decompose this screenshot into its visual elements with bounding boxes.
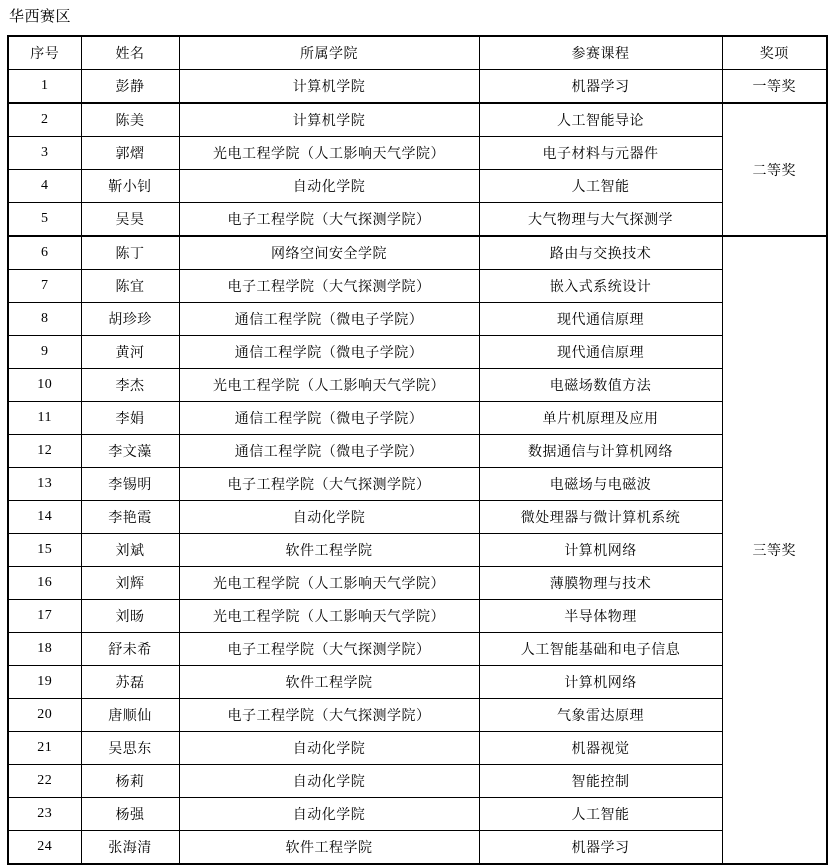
college: 通信工程学院（微电子学院） — [179, 336, 479, 369]
row-number: 18 — [8, 633, 81, 666]
table-row — [8, 137, 827, 170]
college: 自动化学院 — [179, 798, 479, 831]
row-number: 11 — [8, 402, 81, 435]
student-name: 刘旸 — [81, 600, 179, 633]
results-table — [7, 35, 828, 865]
course: 计算机网络 — [479, 534, 722, 567]
student-name: 李锡明 — [81, 468, 179, 501]
course: 电子材料与元器件 — [479, 137, 722, 170]
college: 软件工程学院 — [179, 831, 479, 865]
header-award: 奖项 — [722, 36, 827, 70]
header-name: 姓名 — [81, 36, 179, 70]
college: 电子工程学院（大气探测学院） — [179, 468, 479, 501]
student-name: 陈宜 — [81, 270, 179, 303]
course: 嵌入式系统设计 — [479, 270, 722, 303]
header-number: 序号 — [8, 36, 81, 70]
row-number: 2 — [8, 103, 81, 137]
student-name: 陈美 — [81, 103, 179, 137]
row-number: 10 — [8, 369, 81, 402]
course: 数据通信与计算机网络 — [479, 435, 722, 468]
row-number: 23 — [8, 798, 81, 831]
student-name: 苏磊 — [81, 666, 179, 699]
course: 人工智能 — [479, 170, 722, 203]
table-row — [8, 831, 827, 865]
college: 自动化学院 — [179, 765, 479, 798]
course: 大气物理与大气探测学 — [479, 203, 722, 237]
college: 光电工程学院（人工影响天气学院） — [179, 369, 479, 402]
row-number: 22 — [8, 765, 81, 798]
college: 自动化学院 — [179, 732, 479, 765]
course: 薄膜物理与技术 — [479, 567, 722, 600]
student-name: 吴昊 — [81, 203, 179, 237]
award-cell: 三等奖 — [722, 236, 827, 864]
table-row — [8, 501, 827, 534]
college: 光电工程学院（人工影响天气学院） — [179, 137, 479, 170]
row-number: 3 — [8, 137, 81, 170]
college: 通信工程学院（微电子学院） — [179, 303, 479, 336]
table-row — [8, 303, 827, 336]
header-college: 所属学院 — [179, 36, 479, 70]
course: 半导体物理 — [479, 600, 722, 633]
table-row — [8, 633, 827, 666]
row-number: 17 — [8, 600, 81, 633]
table-row — [8, 666, 827, 699]
course: 人工智能 — [479, 798, 722, 831]
course: 路由与交换技术 — [479, 236, 722, 270]
row-number: 7 — [8, 270, 81, 303]
course: 电磁场数值方法 — [479, 369, 722, 402]
table-row — [8, 600, 827, 633]
table-row — [8, 70, 827, 104]
student-name: 胡珍珍 — [81, 303, 179, 336]
student-name: 郭熠 — [81, 137, 179, 170]
student-name: 杨莉 — [81, 765, 179, 798]
table-row — [8, 236, 827, 270]
table-row — [8, 103, 827, 137]
table-row — [8, 369, 827, 402]
college: 电子工程学院（大气探测学院） — [179, 633, 479, 666]
row-number: 8 — [8, 303, 81, 336]
college: 计算机学院 — [179, 103, 479, 137]
college: 通信工程学院（微电子学院） — [179, 435, 479, 468]
college: 网络空间安全学院 — [179, 236, 479, 270]
course: 人工智能基础和电子信息 — [479, 633, 722, 666]
row-number: 9 — [8, 336, 81, 369]
table-row — [8, 534, 827, 567]
college: 自动化学院 — [179, 501, 479, 534]
student-name: 黄河 — [81, 336, 179, 369]
course: 现代通信原理 — [479, 303, 722, 336]
row-number: 4 — [8, 170, 81, 203]
table-row — [8, 798, 827, 831]
college: 电子工程学院（大气探测学院） — [179, 699, 479, 732]
student-name: 刘辉 — [81, 567, 179, 600]
table-row — [8, 336, 827, 369]
page-title: 华西赛区 — [9, 9, 72, 25]
row-number: 24 — [8, 831, 81, 865]
college: 通信工程学院（微电子学院） — [179, 402, 479, 435]
student-name: 刘斌 — [81, 534, 179, 567]
course: 机器视觉 — [479, 732, 722, 765]
row-number: 6 — [8, 236, 81, 270]
student-name: 靳小钊 — [81, 170, 179, 203]
student-name: 吴思东 — [81, 732, 179, 765]
header-row — [8, 36, 827, 70]
student-name: 李文藻 — [81, 435, 179, 468]
table-row — [8, 699, 827, 732]
student-name: 舒未希 — [81, 633, 179, 666]
student-name: 陈丁 — [81, 236, 179, 270]
table-row — [8, 435, 827, 468]
course: 微处理器与微计算机系统 — [479, 501, 722, 534]
college: 自动化学院 — [179, 170, 479, 203]
college: 软件工程学院 — [179, 534, 479, 567]
table-row — [8, 402, 827, 435]
table-row — [8, 170, 827, 203]
college: 软件工程学院 — [179, 666, 479, 699]
student-name: 李娟 — [81, 402, 179, 435]
row-number: 19 — [8, 666, 81, 699]
table-row — [8, 270, 827, 303]
course: 机器学习 — [479, 831, 722, 865]
course: 智能控制 — [479, 765, 722, 798]
student-name: 杨强 — [81, 798, 179, 831]
course: 机器学习 — [479, 70, 722, 104]
row-number: 12 — [8, 435, 81, 468]
row-number: 14 — [8, 501, 81, 534]
row-number: 16 — [8, 567, 81, 600]
table-row — [8, 732, 827, 765]
course: 单片机原理及应用 — [479, 402, 722, 435]
course: 气象雷达原理 — [479, 699, 722, 732]
college: 电子工程学院（大气探测学院） — [179, 270, 479, 303]
table-body — [8, 70, 827, 865]
header-course: 参赛课程 — [479, 36, 722, 70]
course: 电磁场与电磁波 — [479, 468, 722, 501]
college: 光电工程学院（人工影响天气学院） — [179, 600, 479, 633]
course: 计算机网络 — [479, 666, 722, 699]
row-number: 15 — [8, 534, 81, 567]
award-cell: 一等奖 — [722, 70, 827, 104]
table-row — [8, 567, 827, 600]
row-number: 1 — [8, 70, 81, 104]
row-number: 21 — [8, 732, 81, 765]
student-name: 李艳霞 — [81, 501, 179, 534]
college: 计算机学院 — [179, 70, 479, 104]
course: 现代通信原理 — [479, 336, 722, 369]
course: 人工智能导论 — [479, 103, 722, 137]
award-cell: 二等奖 — [722, 103, 827, 236]
student-name: 唐顺仙 — [81, 699, 179, 732]
row-number: 13 — [8, 468, 81, 501]
college: 光电工程学院（人工影响天气学院） — [179, 567, 479, 600]
table-header — [8, 36, 827, 70]
student-name: 彭静 — [81, 70, 179, 104]
student-name: 李杰 — [81, 369, 179, 402]
row-number: 20 — [8, 699, 81, 732]
table-row — [8, 468, 827, 501]
table-row — [8, 765, 827, 798]
row-number: 5 — [8, 203, 81, 237]
table-row — [8, 203, 827, 237]
student-name: 张海清 — [81, 831, 179, 865]
college: 电子工程学院（大气探测学院） — [179, 203, 479, 237]
